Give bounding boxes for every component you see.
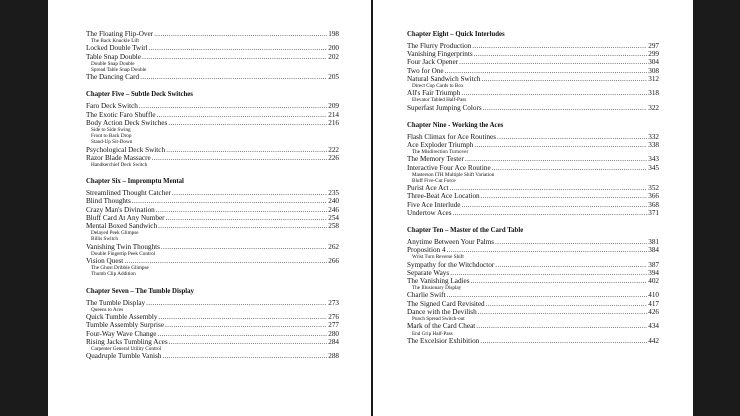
entry-title: Vanishing Twin Thoughts	[86, 242, 160, 251]
toc-entry[interactable]	[86, 30, 339, 38]
entry-title: Tumble Assembly Surprise	[86, 321, 165, 330]
entry-page-number: 266	[328, 257, 339, 266]
entry-title: Undertow Aces	[407, 208, 452, 217]
entry-page-number: 381	[648, 238, 659, 247]
entry-title: The Vanishing Ladies	[407, 277, 470, 286]
toc-subentry: Stand-Up Sit-Down	[91, 139, 133, 146]
toc-entry[interactable]	[86, 338, 339, 346]
entry-title: Charlie Swift	[407, 291, 446, 300]
entry-title: Ace Exploder Triumph	[407, 141, 474, 150]
toc-entry[interactable]	[407, 337, 659, 345]
chapter-heading: Chapter Seven – The Tumble Display	[86, 287, 194, 295]
dot-leader	[158, 222, 327, 230]
entry-page-number: 262	[328, 242, 339, 251]
entry-title: The Exotic Faro Shuffle	[86, 110, 156, 119]
entry-title: Superfast Jumping Colors	[407, 103, 482, 112]
entry-page-number: 216	[328, 118, 339, 127]
toc-entry[interactable]	[407, 42, 659, 50]
dot-leader	[132, 197, 327, 205]
entry-title: The Tumble Display	[86, 298, 146, 307]
dot-leader	[142, 53, 327, 61]
entry-page-number: 235	[328, 189, 339, 198]
entry-page-number: 209	[328, 102, 339, 111]
toc-subentry: The Illusionary Display	[412, 285, 462, 292]
dot-leader	[492, 164, 648, 172]
entry-title: The Excelsior Exhibition	[407, 336, 480, 345]
entry-page-number: 299	[648, 50, 659, 59]
toc-section	[86, 30, 339, 81]
entry-page-number: 198	[328, 30, 339, 38]
toc-entry[interactable]	[86, 321, 339, 329]
entry-page-number: 277	[328, 321, 339, 330]
entry-title: Purist Ace Act	[407, 184, 449, 193]
dot-leader	[447, 246, 648, 254]
entry-title: Razor Blade Massacre	[86, 153, 151, 162]
toc-subentry: End Grip Half-Pass	[412, 330, 453, 337]
toc-entry[interactable]	[407, 322, 659, 330]
dot-leader	[461, 89, 647, 97]
entry-page-number: 387	[648, 260, 659, 269]
entry-page-number: 394	[648, 268, 659, 277]
entry-page-number: 343	[648, 155, 659, 164]
dot-leader	[465, 155, 647, 163]
dot-leader	[172, 189, 327, 197]
entry-page-number: 284	[328, 337, 339, 346]
toc-entry[interactable]	[407, 308, 659, 316]
right-page	[373, 0, 693, 416]
toc-section	[407, 30, 659, 112]
entry-page-number: 312	[648, 74, 659, 83]
dot-leader	[445, 67, 648, 75]
dot-leader	[476, 322, 647, 330]
entry-title: Mental Boxed Sandwich	[86, 222, 158, 231]
entry-page-number: 402	[648, 277, 659, 286]
entry-title: Vision Quest	[86, 257, 124, 266]
entry-page-number: 200	[328, 44, 339, 53]
entry-title: Anytime Between Your Palms	[407, 238, 495, 247]
toc-section	[86, 177, 339, 277]
toc-entry[interactable]	[86, 73, 339, 81]
dot-leader	[474, 141, 647, 149]
toc-entry[interactable]	[407, 104, 659, 112]
dot-leader	[478, 308, 648, 316]
entry-title: The Floating Flip-Over	[86, 30, 154, 38]
toc-subentry: The Misdirection Turnover	[412, 149, 469, 156]
entry-title: Sympathy for the Witchdoctor	[407, 260, 495, 269]
entry-title: Three-Beat Ace Location	[407, 192, 480, 201]
entry-title: Streamlined Thought Catcher	[86, 189, 171, 198]
toc-entry[interactable]	[407, 277, 659, 285]
toc-subentry: The Back Knuckle Lift	[91, 38, 139, 45]
dot-leader	[140, 73, 327, 81]
entry-title: Four Jack Opener	[407, 58, 459, 67]
dot-leader	[474, 50, 648, 58]
entry-title: Dance with the Devilish	[407, 307, 477, 316]
entry-page-number: 297	[648, 42, 659, 50]
entry-title: Quadruple Tumble Vanish	[86, 352, 162, 361]
toc-entry[interactable]	[407, 164, 659, 172]
toc-entry[interactable]	[86, 222, 339, 230]
entry-title: The Dancing Card	[86, 73, 140, 82]
entry-page-number: 276	[328, 313, 339, 322]
toc-subentry: Queens to Aces	[91, 306, 124, 313]
dot-leader	[453, 209, 648, 217]
chapter-heading: Chapter Eight – Quick Interludes	[407, 31, 505, 38]
entry-title: Five Ace Interlude	[407, 200, 461, 209]
toc-entry[interactable]	[407, 192, 659, 200]
entry-page-number: 318	[648, 89, 659, 98]
toc-entry[interactable]	[407, 209, 659, 217]
entry-page-number: 226	[328, 153, 339, 162]
dot-leader	[157, 111, 328, 119]
entry-page-number: 214	[328, 110, 339, 119]
toc-subentry: Double Fingertip Peek Control	[91, 250, 156, 257]
entry-page-number: 304	[648, 58, 659, 67]
dot-leader	[166, 214, 328, 222]
toc-entry[interactable]	[407, 58, 659, 66]
toc-entry[interactable]	[86, 299, 339, 307]
toc-subentry: Masterson ITH Multiple Shift Variation	[412, 171, 495, 178]
dot-leader	[459, 58, 647, 66]
toc-entry[interactable]	[407, 155, 659, 163]
entry-title: All's Fair Triumph	[407, 89, 461, 98]
entry-page-number: 288	[328, 352, 339, 361]
entry-title: Quick Tumble Assembly	[86, 313, 158, 322]
dot-leader	[158, 313, 327, 321]
entry-page-number: 222	[328, 145, 339, 154]
toc-subentry: Direct Cop Cards to Box	[412, 83, 464, 90]
toc-entry[interactable]	[86, 154, 339, 162]
dot-leader	[462, 201, 648, 209]
toc-entry[interactable]	[86, 257, 339, 265]
entry-title: Crazy Man's Divination	[86, 205, 155, 214]
entry-page-number: 368	[648, 200, 659, 209]
toc-entry[interactable]	[86, 189, 339, 197]
dot-leader	[156, 206, 327, 214]
toc-subentry: Front to Back Drop	[91, 133, 132, 140]
toc-entry[interactable]	[86, 330, 339, 338]
dot-leader	[139, 102, 327, 110]
dot-leader	[486, 300, 648, 308]
toc-subentry: Double Snap Double	[91, 60, 135, 67]
entry-page-number: 332	[648, 132, 659, 141]
toc-section	[86, 287, 339, 361]
toc-subentry: Thumb Clip Addition	[91, 271, 136, 278]
entry-title: Two for One	[407, 66, 444, 75]
dot-leader	[124, 257, 327, 265]
dot-leader	[152, 154, 328, 162]
toc-subentry: Spread Table Snap Double	[91, 67, 147, 74]
toc-entry[interactable]	[407, 141, 659, 149]
toc-subentry: Bluff Five-Cut Force	[412, 178, 456, 185]
dot-leader	[165, 321, 327, 329]
dot-leader	[447, 291, 648, 299]
toc-entry[interactable]	[407, 238, 659, 246]
toc-entry[interactable]	[86, 102, 339, 110]
toc-entry[interactable]	[407, 201, 659, 209]
dot-leader	[472, 42, 647, 50]
entry-page-number: 371	[648, 208, 659, 217]
entry-page-number: 434	[648, 322, 659, 331]
entry-title: Flash Climax for Ace Routines	[407, 132, 497, 141]
toc-entry[interactable]	[407, 50, 659, 58]
dot-leader	[157, 330, 327, 338]
left-page	[48, 0, 371, 416]
dot-leader	[471, 277, 648, 285]
entry-title: Rising Jacks Tumbling Aces	[86, 337, 168, 346]
dot-leader	[481, 75, 647, 83]
toc-entry[interactable]	[86, 313, 339, 321]
entry-title: Interactive Four Ace Routine	[407, 163, 491, 172]
toc-entry[interactable]	[407, 184, 659, 192]
entry-title: Proposition 4	[407, 246, 446, 255]
entry-title: Bluff Card At Any Number	[86, 213, 165, 222]
entry-page-number: 442	[648, 336, 659, 345]
toc-entry[interactable]	[86, 111, 339, 119]
entry-page-number: 280	[328, 329, 339, 338]
entry-page-number: 258	[328, 222, 339, 231]
entry-page-number: 308	[648, 66, 659, 75]
dot-leader	[149, 44, 328, 52]
entry-title: Separate Ways	[407, 268, 450, 277]
toc-subentry: Delayed Peek Glimpse	[91, 230, 139, 237]
toc-entry[interactable]	[407, 291, 659, 299]
entry-title: Faro Deck Switch	[86, 102, 138, 111]
toc-entry[interactable]	[407, 67, 659, 75]
toc-subentry: The Ghost Dribble Glimpse	[91, 265, 149, 272]
entry-page-number: 322	[648, 103, 659, 112]
toc-subentry: Wrist Turn Reverse Shift	[412, 254, 464, 261]
toc-entry[interactable]	[86, 214, 339, 222]
dot-leader	[481, 192, 648, 200]
entry-title: Locked Double Twirl	[86, 44, 148, 53]
entry-page-number: 254	[328, 213, 339, 222]
entry-title: Natural Sandwich Switch	[407, 74, 481, 83]
chapter-heading: Chapter Ten – Master of the Card Table	[407, 227, 524, 235]
toc-subentry: Punch Spread Switch-out	[412, 316, 465, 323]
dot-leader	[166, 146, 327, 154]
toc-entry[interactable]	[407, 269, 659, 277]
dot-leader	[450, 269, 647, 277]
entry-page-number: 338	[648, 141, 659, 150]
toc-section	[407, 121, 659, 217]
entry-title: Vanishing Fingerprints	[407, 50, 473, 59]
toc-entry[interactable]	[86, 197, 339, 205]
dot-leader	[480, 337, 647, 345]
entry-page-number: 384	[648, 246, 659, 255]
toc-entry[interactable]	[86, 53, 339, 61]
toc-entry[interactable]	[407, 300, 659, 308]
chapter-heading: Chapter Five – Subtle Deck Switches	[86, 91, 193, 99]
toc-entry[interactable]	[86, 119, 339, 127]
entry-page-number: 240	[328, 197, 339, 206]
toc-subentry: Carpenter General Utility Control	[91, 345, 162, 352]
toc-entry[interactable]	[407, 261, 659, 269]
entry-page-number: 345	[648, 163, 659, 172]
entry-page-number: 205	[328, 73, 339, 82]
toc-entry[interactable]	[86, 352, 339, 360]
toc-section	[86, 90, 339, 168]
toc-section	[407, 226, 659, 345]
dot-leader	[483, 104, 648, 112]
entry-page-number: 426	[648, 307, 659, 316]
entry-page-number: 246	[328, 205, 339, 214]
toc-entry[interactable]	[407, 133, 659, 141]
dot-leader	[162, 352, 327, 360]
dot-leader	[495, 261, 647, 269]
dot-leader	[146, 299, 327, 307]
entry-page-number: 202	[328, 52, 339, 61]
entry-title: The Signed Card Revisited	[407, 299, 485, 308]
toc-subentry: Handkerchief Deck Switch	[91, 162, 148, 169]
dot-leader	[154, 30, 327, 38]
entry-title: The Flurry Production	[407, 42, 472, 50]
entry-title: The Memory Tester	[407, 155, 464, 164]
dot-leader	[495, 238, 647, 246]
toc-subentry: Elevator Tabled Half-Pass	[412, 97, 467, 104]
toc-entry[interactable]	[86, 44, 339, 52]
entry-page-number: 417	[648, 299, 659, 308]
entry-page-number: 410	[648, 291, 659, 300]
entry-title: Psychological Deck Switch	[86, 145, 166, 154]
toc-entry[interactable]	[407, 75, 659, 83]
entry-title: Table Snap Double	[86, 52, 141, 61]
entry-title: Blind Thoughts	[86, 197, 131, 206]
dot-leader	[161, 243, 327, 251]
dot-leader	[169, 338, 328, 346]
toc-entry[interactable]	[86, 206, 339, 214]
entry-page-number: 273	[328, 298, 339, 307]
toc-entry[interactable]	[86, 243, 339, 251]
toc-subentry: Billis Switch	[91, 236, 118, 243]
chapter-heading: Chapter Six – Impromptu Mental	[86, 178, 184, 186]
entry-page-number: 352	[648, 184, 659, 193]
chapter-heading: Chapter Nine - Working the Aces	[407, 121, 504, 129]
entry-title: Mark of the Card Cheat	[407, 322, 476, 331]
entry-page-number: 366	[648, 192, 659, 201]
dot-leader	[450, 184, 648, 192]
entry-title: Four-Way Wave Change	[86, 329, 157, 338]
toc-subentry: Side to Side Swing	[91, 127, 131, 134]
dot-leader	[168, 119, 327, 127]
dot-leader	[497, 133, 647, 141]
toc-entry[interactable]	[86, 146, 339, 154]
entry-title: Body Action Deck Switches	[86, 118, 168, 127]
